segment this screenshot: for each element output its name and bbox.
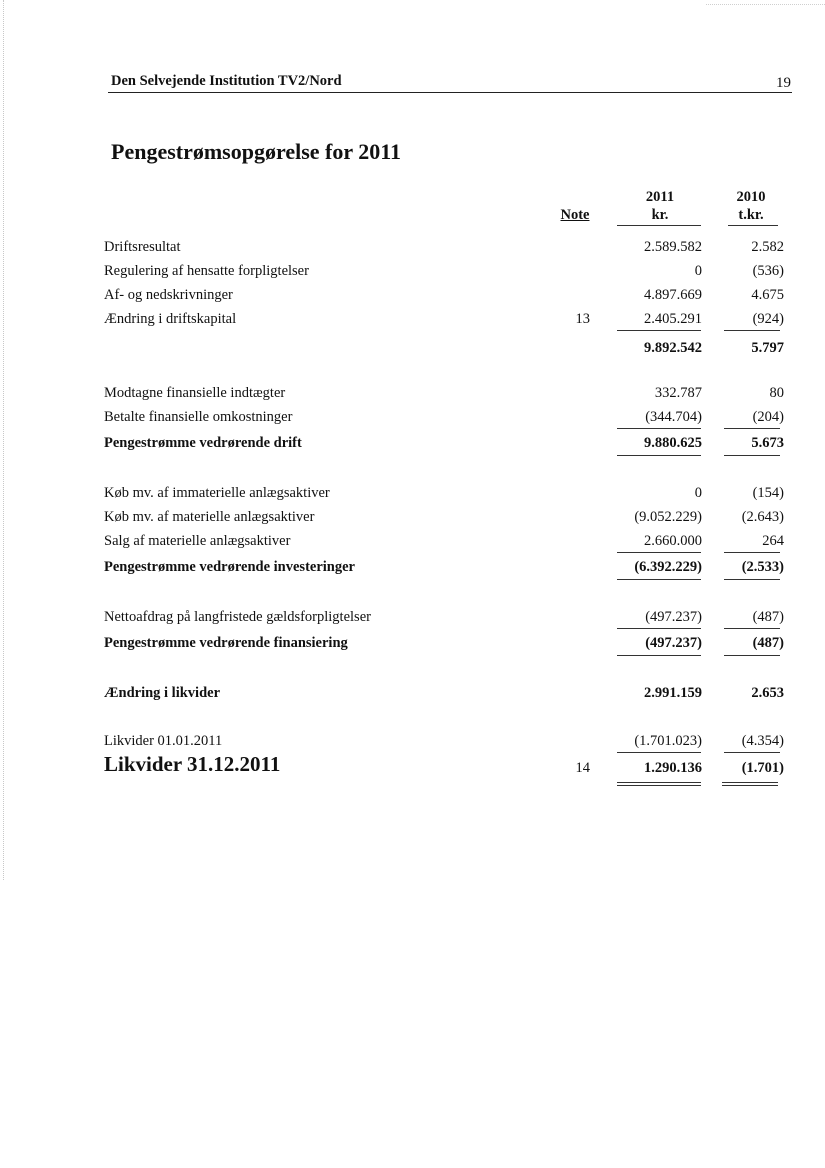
row-value-2010: (487) xyxy=(752,609,784,625)
row-value-2011: (6.392.229) xyxy=(634,559,702,575)
row-label: Af- og nedskrivninger xyxy=(104,287,233,303)
year-2010-header: 2010 xyxy=(736,189,766,205)
table-row xyxy=(0,609,825,629)
row-value-2011: 2.991.159 xyxy=(644,685,702,701)
total-rule-2011 xyxy=(617,579,701,580)
scan-edge-top xyxy=(706,4,825,5)
header-title: Den Selvejende Institution TV2/Nord xyxy=(111,73,342,89)
row-label: Betalte finansielle omkostninger xyxy=(104,409,293,425)
double-rule-2010 xyxy=(722,782,778,783)
total-row xyxy=(0,685,825,705)
table-row xyxy=(0,311,825,331)
row-value-2010: (924) xyxy=(752,311,784,327)
row-label: Pengestrømme vedrørende drift xyxy=(104,435,302,451)
table-row xyxy=(0,287,825,307)
row-value-2011: (9.052.229) xyxy=(634,509,702,525)
subtotal-rule-2011 xyxy=(617,330,701,331)
row-label: Likvider 01.01.2011 xyxy=(104,733,223,749)
row-value-2011: 332.787 xyxy=(654,385,702,401)
total-rule-2010 xyxy=(724,455,780,456)
row-value-2011: (1.701.023) xyxy=(634,733,702,749)
subtotal-row xyxy=(0,635,825,655)
row-note: 13 xyxy=(575,311,590,327)
row-value-2010: 5.673 xyxy=(751,435,784,451)
row-value-2010: 264 xyxy=(762,533,784,549)
row-label: Pengestrømme vedrørende investeringer xyxy=(104,559,355,575)
table-row xyxy=(0,409,825,429)
row-value-2011: 4.897.669 xyxy=(644,287,702,303)
subtotal-row xyxy=(0,435,825,455)
row-label: Ændring i likvider xyxy=(104,685,221,701)
row-value-2011: (497.237) xyxy=(645,609,702,625)
total-rule-2011 xyxy=(617,455,701,456)
row-label: Ændring i driftskapital xyxy=(104,311,237,327)
header-underline-2011 xyxy=(617,225,701,226)
subtotal-row xyxy=(0,559,825,579)
row-value-2011: 9.880.625 xyxy=(644,435,702,451)
subtotal-rule-2011 xyxy=(617,552,701,553)
row-label: Likvider 31.12.2011 xyxy=(104,752,281,776)
subtotal-rule-2010 xyxy=(724,330,780,331)
page-header xyxy=(108,72,792,93)
row-value-2010: (4.354) xyxy=(741,733,784,749)
row-label: Nettoafdrag på langfristede gældsforpligtelser xyxy=(104,609,371,625)
row-value-2011: (497.237) xyxy=(645,635,702,651)
total-rule-2011 xyxy=(617,655,701,656)
row-value-2011: 9.892.542 xyxy=(644,340,702,356)
header-underline-2010 xyxy=(728,225,778,226)
table-row xyxy=(0,239,825,259)
note-column-header xyxy=(550,207,600,224)
total-rule-2010 xyxy=(724,655,780,656)
table-row xyxy=(0,509,825,529)
year-2011-header: 2011 xyxy=(645,189,675,205)
row-label: Pengestrømme vedrørende finansiering xyxy=(104,635,348,651)
row-label: Driftsresultat xyxy=(104,239,181,255)
subtotal-rule-2010 xyxy=(724,428,780,429)
subtotal-rule-2011 xyxy=(617,628,701,629)
table-row xyxy=(0,485,825,505)
row-label: Køb mv. af materielle anlægsaktiver xyxy=(104,509,315,525)
row-label: Regulering af hensatte forpligtelser xyxy=(104,263,309,279)
row-value-2011: 0 xyxy=(694,263,702,279)
closing-row xyxy=(0,752,825,782)
table-row xyxy=(0,733,825,753)
row-value-2010: (204) xyxy=(752,409,784,425)
table-row xyxy=(0,533,825,553)
row-value-2010: (536) xyxy=(752,263,784,279)
row-label: Salg af materielle anlægsaktiver xyxy=(104,533,291,549)
row-value-2011: 2.405.291 xyxy=(644,311,702,327)
row-value-2010: 5.797 xyxy=(751,340,784,356)
row-value-2010: (1.701) xyxy=(741,760,784,776)
row-value-2010: 80 xyxy=(769,385,784,401)
page-number: 19 xyxy=(776,75,791,91)
row-value-2011: (344.704) xyxy=(645,409,702,425)
double-rule-2010 xyxy=(722,785,778,786)
document-title: Pengestrømsopgørelse for 2011 xyxy=(111,139,402,164)
row-value-2011: 2.589.582 xyxy=(644,239,702,255)
subtotal-row xyxy=(0,340,825,360)
row-value-2010: (2.643) xyxy=(741,509,784,525)
row-value-2010: (487) xyxy=(752,635,784,651)
table-row xyxy=(0,263,825,283)
row-value-2011: 1.290.136 xyxy=(644,760,702,776)
row-value-2011: 2.660.000 xyxy=(644,533,702,549)
row-value-2010: (2.533) xyxy=(741,559,784,575)
row-label: Modtagne finansielle indtægter xyxy=(104,385,286,401)
unit-2010-header: t.kr. xyxy=(738,207,764,223)
subtotal-rule-2010 xyxy=(724,552,780,553)
row-value-2010: (154) xyxy=(752,485,784,501)
row-value-2010: 4.675 xyxy=(751,287,784,303)
unit-2011-header: kr. xyxy=(651,207,669,223)
table-row xyxy=(0,385,825,405)
subtotal-rule-2010 xyxy=(724,628,780,629)
row-label: Køb mv. af immaterielle anlægsaktiver xyxy=(104,485,330,501)
double-rule-2011 xyxy=(617,782,701,783)
row-value-2010: 2.582 xyxy=(751,239,784,255)
double-rule-2011 xyxy=(617,785,701,786)
subtotal-rule-2011 xyxy=(617,428,701,429)
row-value-2011: 0 xyxy=(694,485,702,501)
row-value-2010: 2.653 xyxy=(751,685,784,701)
row-note: 14 xyxy=(575,760,590,776)
total-rule-2010 xyxy=(724,579,780,580)
note-header-label: Note xyxy=(560,207,590,223)
